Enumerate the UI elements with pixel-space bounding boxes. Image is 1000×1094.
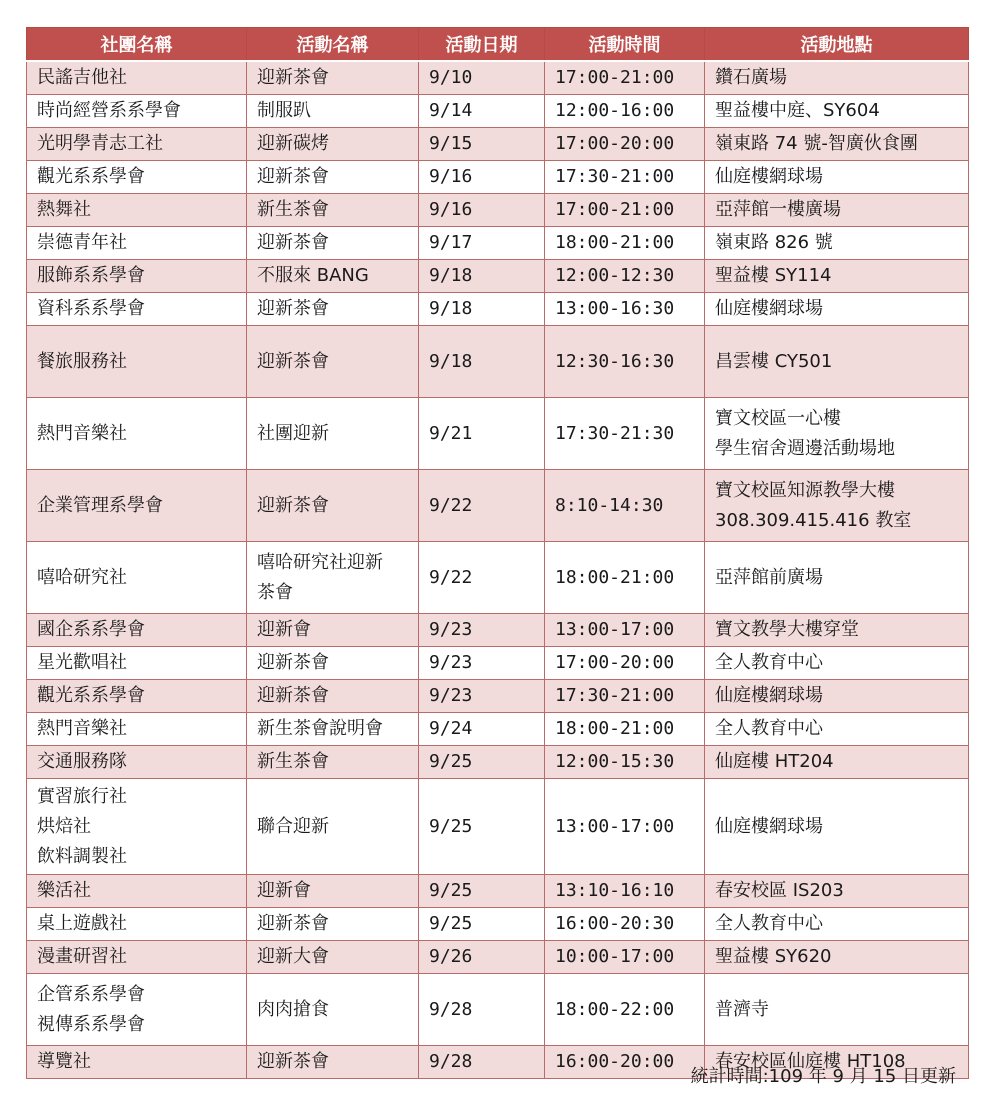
cell-club-name-line: 企管系系學會 (37, 983, 145, 1005)
cell-activity-date: 9/23 (419, 680, 545, 713)
cell-activity-place-line: 寶文校區一心樓 (715, 407, 841, 429)
cell-club-name-line: 崇德青年社 (37, 232, 127, 253)
cell-club-name-line: 觀光系系學會 (37, 166, 145, 187)
cell-activity-name (247, 875, 419, 908)
cell-activity-place-line: 308.309.415.416 教室 (715, 509, 912, 531)
cell-activity-name-line: 迎新茶會 (257, 685, 329, 706)
cell-activity-date: 9/24 (419, 713, 545, 746)
cell-club-name (27, 542, 247, 614)
cell-activity-place-line: 仙庭樓網球場 (715, 685, 823, 706)
cell-activity-name (247, 941, 419, 974)
cell-activity-name (247, 542, 419, 614)
cell-activity-place (705, 713, 969, 746)
cell-activity-name (247, 326, 419, 398)
cell-activity-name (247, 293, 419, 326)
cell-club-name (27, 227, 247, 260)
cell-activity-time: 13:10-16:10 (545, 875, 705, 908)
cell-activity-name-line: 迎新茶會 (257, 1051, 329, 1072)
cell-activity-time: 17:00-20:00 (545, 647, 705, 680)
cell-activity-place-line: 學生宿舍週邊活動場地 (715, 437, 895, 459)
cell-activity-name-line: 迎新茶會 (257, 652, 329, 673)
cell-activity-name-line: 聯合迎新 (257, 815, 329, 837)
cell-club-name (27, 974, 247, 1046)
cell-activity-place-line: 寶文教學大樓穿堂 (715, 619, 859, 640)
cell-club-name (27, 398, 247, 470)
cell-activity-name (247, 1046, 419, 1079)
cell-activity-time: 17:00-20:00 (545, 128, 705, 161)
cell-club-name (27, 875, 247, 908)
cell-club-name (27, 194, 247, 227)
table-row (27, 908, 969, 941)
header-activity-place: 活動地點 (705, 28, 969, 62)
table-row (27, 941, 969, 974)
cell-activity-name-line: 迎新會 (257, 880, 311, 901)
cell-club-name-line: 桌上遊戲社 (37, 913, 127, 934)
cell-activity-time: 13:00-16:30 (545, 293, 705, 326)
cell-activity-time: 13:00-17:00 (545, 779, 705, 875)
header-row (27, 28, 969, 62)
cell-club-name-line: 導覽社 (37, 1051, 91, 1072)
cell-activity-place (705, 647, 969, 680)
table-row (27, 470, 969, 542)
cell-activity-name (247, 61, 419, 95)
header-activity-date: 活動日期 (419, 28, 545, 62)
cell-activity-name-line: 不服來 BANG (257, 265, 369, 286)
cell-club-name (27, 680, 247, 713)
cell-activity-name (247, 647, 419, 680)
cell-club-name (27, 161, 247, 194)
cell-club-name-line: 樂活社 (37, 880, 91, 901)
cell-club-name (27, 326, 247, 398)
cell-activity-date: 9/14 (419, 95, 545, 128)
cell-club-name-line: 觀光系系學會 (37, 685, 145, 706)
cell-activity-time: 12:00-15:30 (545, 746, 705, 779)
table-row (27, 974, 969, 1046)
cell-activity-place (705, 326, 969, 398)
cell-activity-name (247, 161, 419, 194)
cell-activity-time: 17:00-21:00 (545, 194, 705, 227)
cell-activity-date: 9/18 (419, 293, 545, 326)
table-row (27, 746, 969, 779)
cell-club-name-line: 烘焙社 (37, 815, 91, 837)
cell-activity-time: 8:10-14:30 (545, 470, 705, 542)
cell-activity-time: 12:00-12:30 (545, 260, 705, 293)
cell-club-name-line: 嘻哈研究社 (37, 566, 127, 588)
cell-activity-name-line: 迎新茶會 (257, 166, 329, 187)
cell-activity-date: 9/15 (419, 128, 545, 161)
cell-activity-name-line: 迎新會 (257, 619, 311, 640)
cell-activity-time: 18:00-21:00 (545, 227, 705, 260)
table-row (27, 128, 969, 161)
table-body (27, 61, 969, 1079)
cell-activity-name (247, 746, 419, 779)
table-row (27, 713, 969, 746)
cell-club-name (27, 61, 247, 95)
cell-club-name-line: 餐旅服務社 (37, 350, 127, 372)
cell-activity-date: 9/18 (419, 260, 545, 293)
cell-activity-place (705, 95, 969, 128)
cell-club-name-line: 交通服務隊 (37, 751, 127, 772)
cell-activity-date: 9/22 (419, 470, 545, 542)
cell-club-name (27, 908, 247, 941)
cell-activity-name-line: 制服趴 (257, 100, 311, 121)
cell-club-name-line: 國企系系學會 (37, 619, 145, 640)
cell-activity-time: 18:00-22:00 (545, 974, 705, 1046)
cell-activity-place (705, 779, 969, 875)
cell-activity-date: 9/16 (419, 161, 545, 194)
update-note: 統計時間:109 年 9 月 15 日更新 (690, 1066, 956, 1087)
cell-activity-date: 9/28 (419, 1046, 545, 1079)
cell-activity-time: 12:30-16:30 (545, 326, 705, 398)
cell-activity-name-line: 茶會 (257, 581, 293, 603)
cell-activity-place-line: 春安校區仙庭樓 HT108 (715, 1051, 906, 1072)
table-row (27, 293, 969, 326)
header-club-name: 社團名稱 (27, 28, 247, 62)
cell-activity-name (247, 713, 419, 746)
cell-activity-name-line: 迎新大會 (257, 946, 329, 967)
cell-club-name (27, 470, 247, 542)
cell-club-name-line: 企業管理系學會 (37, 494, 163, 516)
cell-activity-place (705, 746, 969, 779)
table-row (27, 614, 969, 647)
cell-activity-date: 9/23 (419, 614, 545, 647)
cell-activity-name (247, 194, 419, 227)
cell-activity-date: 9/18 (419, 326, 545, 398)
cell-activity-time: 18:00-21:00 (545, 542, 705, 614)
cell-activity-name (247, 227, 419, 260)
cell-activity-time: 12:00-16:00 (545, 95, 705, 128)
cell-activity-place-line: 普濟寺 (715, 998, 769, 1020)
cell-activity-place-line: 亞萍館前廣場 (715, 566, 823, 588)
table-row (27, 161, 969, 194)
cell-activity-name-line: 社團迎新 (257, 422, 329, 444)
cell-activity-date: 9/22 (419, 542, 545, 614)
cell-club-name (27, 746, 247, 779)
cell-club-name-line: 漫畫研習社 (37, 946, 127, 967)
cell-club-name (27, 128, 247, 161)
cell-activity-place (705, 293, 969, 326)
cell-activity-name-line: 迎新茶會 (257, 350, 329, 372)
cell-activity-date: 9/25 (419, 746, 545, 779)
cell-club-name-line: 實習旅行社 (37, 785, 127, 807)
table-row (27, 194, 969, 227)
cell-activity-place (705, 128, 969, 161)
cell-activity-place-line: 鑽石廣場 (715, 67, 787, 88)
cell-activity-name (247, 470, 419, 542)
cell-activity-name-line: 新生茶會 (257, 751, 329, 772)
cell-activity-time: 17:00-21:00 (545, 61, 705, 95)
cell-activity-name-line: 嘻哈研究社迎新 (257, 551, 383, 573)
cell-activity-place-line: 嶺東路 826 號 (715, 232, 833, 253)
cell-activity-name (247, 614, 419, 647)
cell-activity-time: 18:00-21:00 (545, 713, 705, 746)
table-row (27, 95, 969, 128)
cell-club-name (27, 713, 247, 746)
cell-activity-place-line: 全人教育中心 (715, 652, 823, 673)
cell-club-name (27, 293, 247, 326)
cell-club-name (27, 1046, 247, 1079)
cell-activity-date: 9/21 (419, 398, 545, 470)
cell-activity-place (705, 542, 969, 614)
cell-activity-place (705, 941, 969, 974)
cell-activity-place (705, 908, 969, 941)
cell-club-name (27, 95, 247, 128)
cell-club-name-line: 民謠吉他社 (37, 67, 127, 88)
cell-activity-place-line: 聖益樓中庭、SY604 (715, 100, 880, 121)
cell-activity-name-line: 新生茶會說明會 (257, 718, 383, 739)
cell-activity-place-line: 仙庭樓網球場 (715, 166, 823, 187)
cell-activity-place-line: 聖益樓 SY620 (715, 946, 832, 967)
club-activity-table (26, 27, 969, 1079)
table-row (27, 875, 969, 908)
cell-activity-name (247, 398, 419, 470)
cell-activity-name (247, 680, 419, 713)
cell-activity-name (247, 128, 419, 161)
table-row (27, 398, 969, 470)
table-row (27, 227, 969, 260)
table-header (27, 28, 969, 62)
cell-activity-place-line: 仙庭樓 HT204 (715, 751, 834, 772)
table-row (27, 61, 969, 95)
cell-activity-time: 17:30-21:30 (545, 398, 705, 470)
cell-club-name (27, 647, 247, 680)
cell-activity-name-line: 肉肉搶食 (257, 998, 329, 1020)
cell-activity-place-line: 仙庭樓網球場 (715, 298, 823, 319)
cell-activity-name (247, 908, 419, 941)
cell-activity-place (705, 194, 969, 227)
table-row (27, 680, 969, 713)
cell-club-name-line: 視傳系系學會 (37, 1013, 145, 1035)
table-row (27, 260, 969, 293)
cell-activity-name (247, 779, 419, 875)
cell-activity-date: 9/10 (419, 61, 545, 95)
cell-club-name-line: 熱門音樂社 (37, 422, 127, 444)
cell-activity-name-line: 迎新碳烤 (257, 133, 329, 154)
cell-activity-place (705, 398, 969, 470)
cell-activity-date: 9/23 (419, 647, 545, 680)
cell-activity-date: 9/17 (419, 227, 545, 260)
cell-club-name-line: 時尚經營系系學會 (37, 100, 181, 121)
table-row (27, 647, 969, 680)
cell-club-name-line: 飲料調製社 (37, 845, 127, 867)
schedule-page (26, 27, 968, 1079)
cell-activity-place (705, 875, 969, 908)
cell-club-name (27, 941, 247, 974)
cell-activity-name-line: 迎新茶會 (257, 298, 329, 319)
cell-activity-place-line: 聖益樓 SY114 (715, 265, 832, 286)
cell-activity-date: 9/25 (419, 779, 545, 875)
cell-club-name-line: 光明學青志工社 (37, 133, 163, 154)
cell-activity-name (247, 974, 419, 1046)
cell-activity-time: 16:00-20:30 (545, 908, 705, 941)
table-row (27, 779, 969, 875)
cell-activity-place-line: 嶺東路 74 號-智廣伙食團 (715, 133, 918, 154)
cell-activity-place-line: 亞萍館一樓廣場 (715, 199, 841, 220)
cell-activity-time: 17:30-21:00 (545, 161, 705, 194)
cell-activity-date: 9/28 (419, 974, 545, 1046)
cell-activity-name (247, 260, 419, 293)
cell-activity-place (705, 680, 969, 713)
cell-club-name-line: 服飾系系學會 (37, 265, 145, 286)
cell-activity-name-line: 新生茶會 (257, 199, 329, 220)
table-row (27, 326, 969, 398)
cell-activity-place (705, 260, 969, 293)
cell-activity-place (705, 227, 969, 260)
cell-activity-place-line: 全人教育中心 (715, 913, 823, 934)
cell-club-name-line: 資科系系學會 (37, 298, 145, 319)
cell-activity-place (705, 470, 969, 542)
cell-activity-name-line: 迎新茶會 (257, 67, 329, 88)
cell-activity-name-line: 迎新茶會 (257, 232, 329, 253)
cell-activity-place-line: 春安校區 IS203 (715, 880, 844, 901)
table-row (27, 542, 969, 614)
cell-activity-name-line: 迎新茶會 (257, 494, 329, 516)
cell-activity-date: 9/26 (419, 941, 545, 974)
cell-activity-place (705, 61, 969, 95)
header-activity-name: 活動名稱 (247, 28, 419, 62)
header-activity-time: 活動時間 (545, 28, 705, 62)
cell-club-name-line: 星光歡唱社 (37, 652, 127, 673)
cell-club-name (27, 260, 247, 293)
cell-activity-time: 13:00-17:00 (545, 614, 705, 647)
cell-activity-place-line: 仙庭樓網球場 (715, 815, 823, 837)
cell-activity-date: 9/25 (419, 875, 545, 908)
cell-club-name-line: 熱舞社 (37, 199, 91, 220)
cell-club-name-line: 熱門音樂社 (37, 718, 127, 739)
cell-activity-place-line: 寶文校區知源教學大樓 (715, 479, 895, 501)
cell-activity-place-line: 昌雲樓 CY501 (715, 350, 833, 372)
cell-club-name (27, 779, 247, 875)
cell-activity-place (705, 974, 969, 1046)
cell-activity-date: 9/16 (419, 194, 545, 227)
cell-activity-name (247, 95, 419, 128)
cell-activity-time: 16:00-20:00 (545, 1046, 705, 1079)
cell-activity-place-line: 全人教育中心 (715, 718, 823, 739)
cell-activity-name-line: 迎新茶會 (257, 913, 329, 934)
cell-club-name (27, 614, 247, 647)
cell-activity-time: 10:00-17:00 (545, 941, 705, 974)
cell-activity-time: 17:30-21:00 (545, 680, 705, 713)
cell-activity-date: 9/25 (419, 908, 545, 941)
cell-activity-place (705, 161, 969, 194)
cell-activity-place (705, 614, 969, 647)
